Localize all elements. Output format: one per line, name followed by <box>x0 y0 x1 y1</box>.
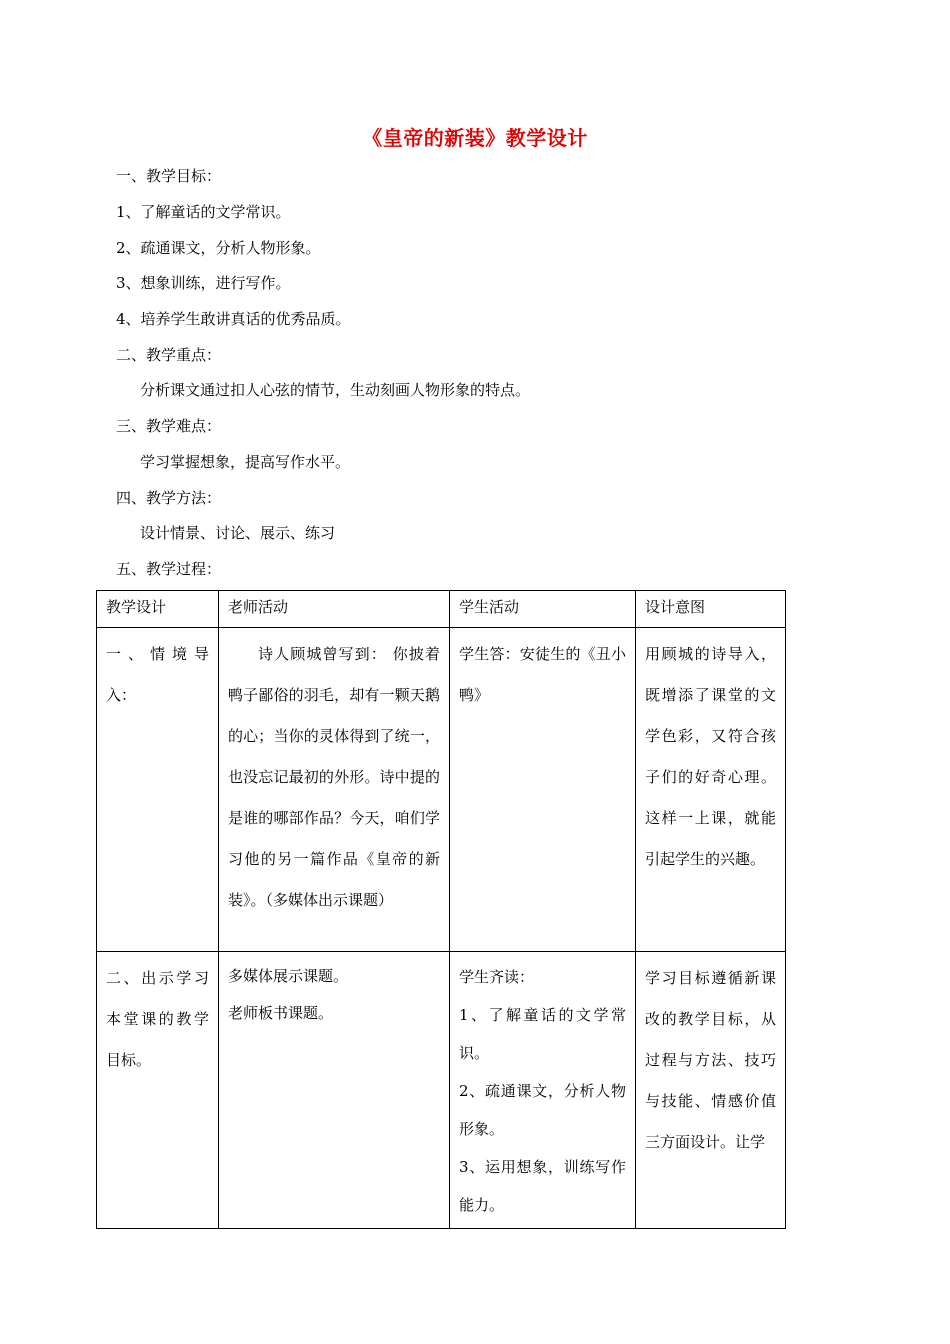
goal-item: 1、了解童话的文学常识。 <box>116 203 291 221</box>
difficulty-text: 学习掌握想象，提高写作水平。 <box>140 453 351 471</box>
student-line: 3、运用想象，训练写作能力。 <box>459 1158 626 1214</box>
design-cell: 二、出示学习本堂课的教学目标。 <box>97 952 219 1229</box>
student-line: 2、疏通课文，分析人物形象。 <box>459 1082 626 1138</box>
column-header-student: 学生活动 <box>450 591 636 628</box>
design-intent-cell: 用顾城的诗导入，既增添了课堂的文学色彩，又符合孩子们的好奇心理。这样一上课，就能引起学生的兴趣。 <box>636 628 786 952</box>
column-header-design: 教学设计 <box>97 591 219 628</box>
document-title: 《皇帝的新装》教学设计 <box>362 126 588 150</box>
teacher-activity-cell <box>219 952 450 1229</box>
student-activity-cell: 学生答：安徒生的《丑小鸭》 <box>450 628 636 952</box>
student-line: 1、了解童话的文学常识。 <box>459 1006 626 1062</box>
table-row <box>97 628 786 952</box>
student-line: 学生齐读： <box>459 968 535 986</box>
key-heading: 二、教学重点： <box>116 346 222 364</box>
column-header-teacher: 老师活动 <box>219 591 450 628</box>
student-activity-cell <box>450 952 636 1229</box>
design-intent-cell <box>636 952 786 1229</box>
lesson-plan-table <box>96 590 786 1229</box>
difficulty-heading: 三、教学难点： <box>116 417 222 435</box>
teacher-line: 多媒体展示课题。 <box>228 967 349 985</box>
intent-text: 学习目标遵循新课改的教学目标，从过程与方法、技巧与技能、情感价值三方面设计。让学 <box>645 969 776 1151</box>
teacher-activity-cell: 诗人顾城曾写到： 你披着鸭子鄙俗的羽毛，却有一颗天鹅的心；当你的灵体得到了统一，也没忘记最初的外形。诗中提的是谁的哪部作品？今天，咱们学习他的另一篇作品《皇帝的新装》。（多媒体出示课题） <box>219 628 450 952</box>
teacher-line: 老师板书课题。 <box>228 1004 334 1022</box>
key-text: 分析课文通过扣人心弦的情节，生动刻画人物形象的特点。 <box>140 381 531 399</box>
table-header-row <box>97 591 786 628</box>
design-cell: 一、情境导入： <box>97 628 219 952</box>
column-header-intent: 设计意图 <box>636 591 786 628</box>
method-heading: 四、教学方法： <box>116 489 222 507</box>
method-text: 设计情景、讨论、展示、练习 <box>140 524 336 542</box>
goals-heading: 一、教学目标： <box>116 167 222 185</box>
goal-item: 2、疏通课文，分析人物形象。 <box>116 239 321 257</box>
process-heading: 五、教学过程： <box>116 560 222 578</box>
goal-item: 4、培养学生敢讲真话的优秀品质。 <box>116 310 351 328</box>
table-row <box>97 952 786 1229</box>
goal-item: 3、想象训练，进行写作。 <box>116 274 291 292</box>
